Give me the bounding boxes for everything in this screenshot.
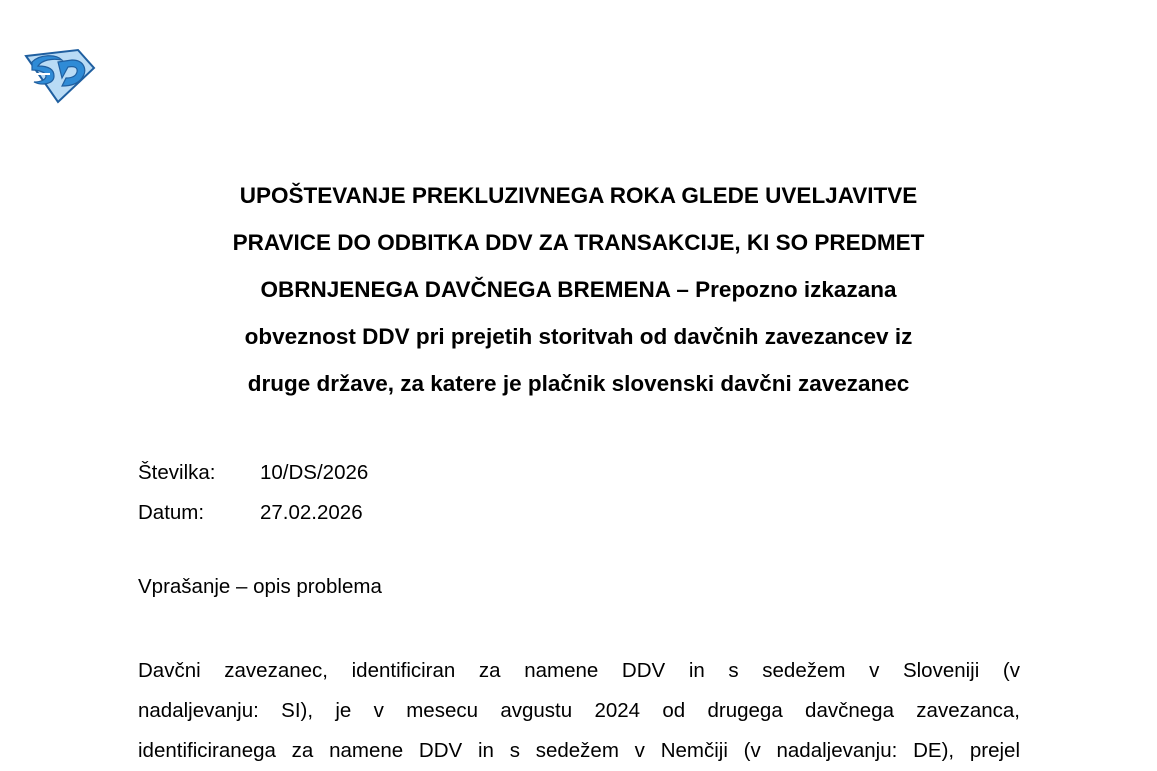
title-line: UPOŠTEVANJE PREKLUZIVNEGA ROKA GLEDE UVELJAVITVE [239, 183, 918, 208]
document-title [120, 172, 1037, 407]
body-line: Davčni zavezanec, identificiran za namene DDV in s sedežem v Sloveniji (v [138, 659, 1020, 682]
document-metadata [138, 453, 368, 533]
company-logo-icon [22, 48, 96, 104]
number-value: 10/DS/2026 [260, 461, 369, 484]
number-label: Številka: [138, 461, 216, 484]
title-line: obveznost DDV pri prejetih storitvah od davčnih zavezancev iz [244, 324, 913, 349]
number-row [138, 453, 368, 493]
company-logo [22, 48, 96, 104]
body-line: identificiranega za namene DDV in s sedežem v Nemčiji (v nadaljevanju: DE), prejel [138, 739, 1020, 762]
date-label: Datum: [138, 501, 205, 524]
body-line: nadaljevanju: SI), je v mesecu avgustu 2024 od drugega davčnega zavezanca, [138, 699, 1020, 722]
title-line: PRAVICE DO ODBITKA DDV ZA TRANSAKCIJE, KI SO PREDMET [232, 230, 925, 255]
date-value: 27.02.2026 [260, 501, 363, 524]
body-paragraph [138, 651, 1020, 771]
title-line: druge države, za katere je plačnik slovenski davčni zavezanec [247, 371, 910, 396]
section-heading: Vprašanje – opis problema [138, 575, 382, 598]
date-row [138, 493, 368, 533]
title-line: OBRNJENEGA DAVČNEGA BREMENA – Prepozno izkazana [260, 277, 897, 302]
